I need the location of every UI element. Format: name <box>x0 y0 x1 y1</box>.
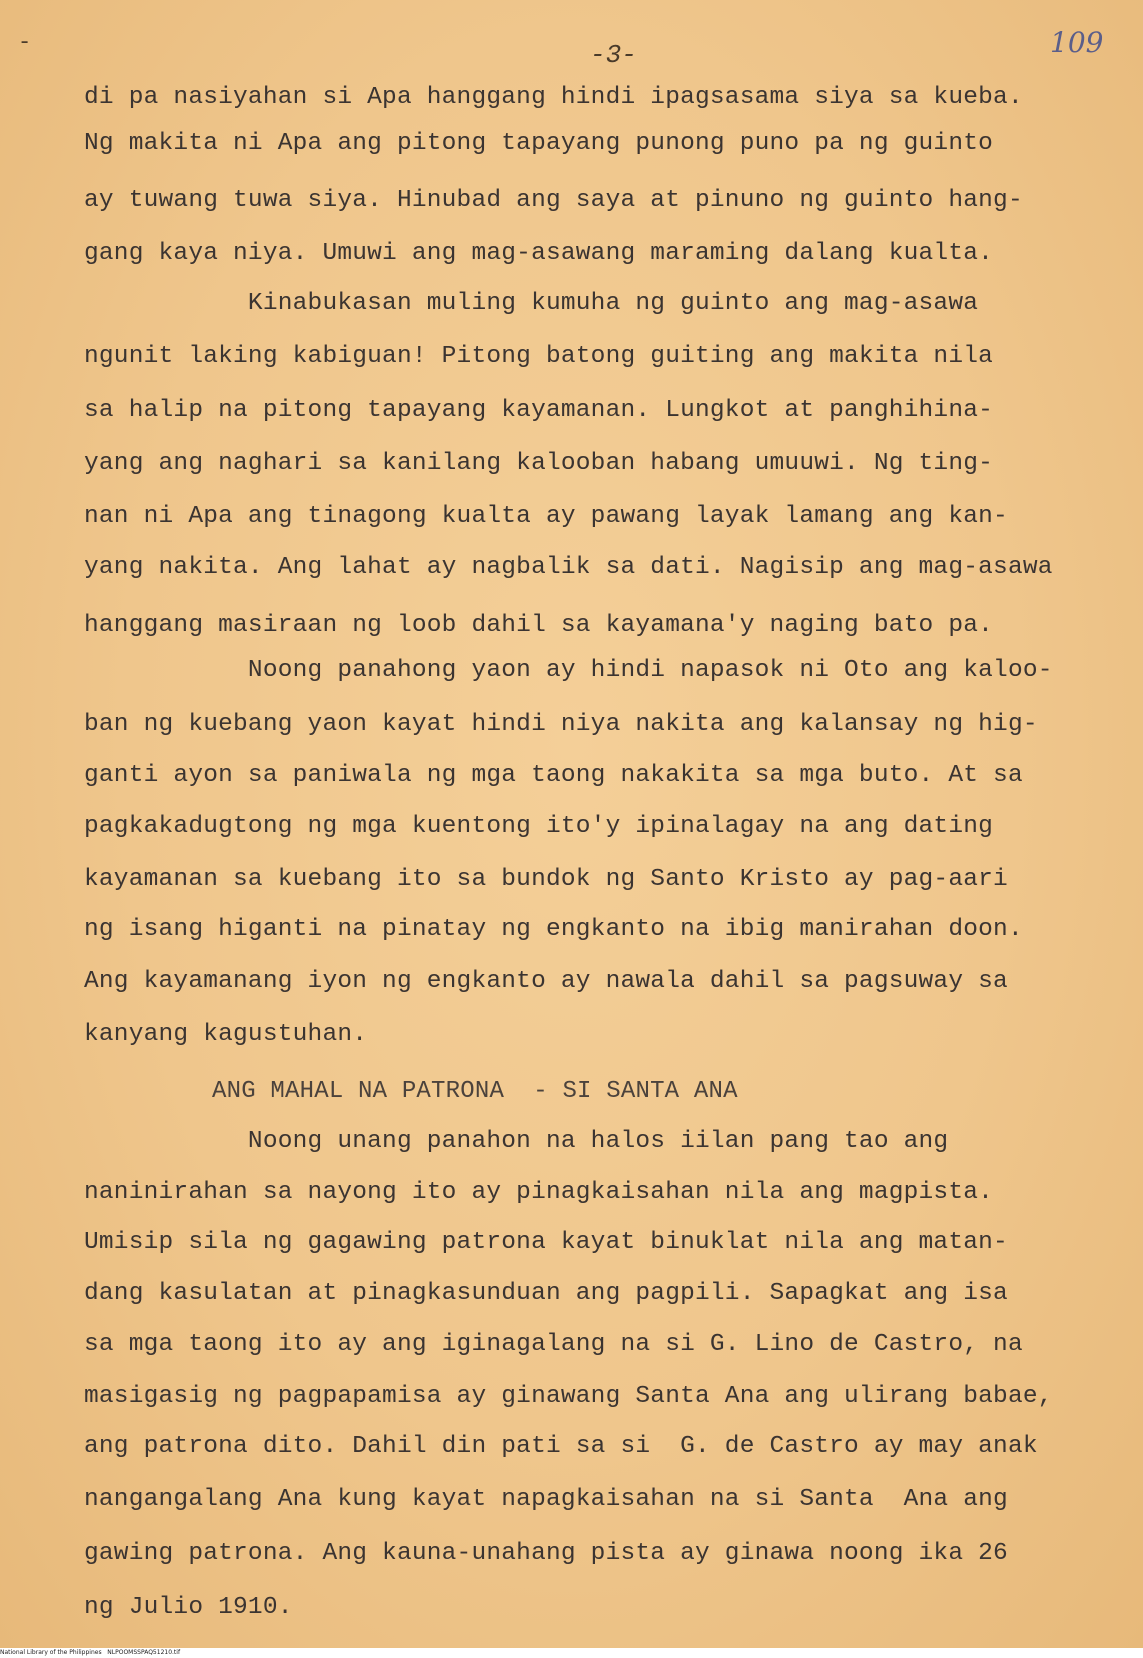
text-line: sa halip na pitong tapayang kayamanan. Lungkot at panghihina- <box>84 397 994 424</box>
text-line: Noong panahong yaon ay hindi napasok ni Oto ang kaloo- <box>84 657 1053 684</box>
text-line: ng Julio 1910. <box>84 1594 293 1621</box>
text-line: Umisip sila ng gagawing patrona kayat binuklat nila ang matan- <box>84 1229 1008 1256</box>
text-line: nan ni Apa ang tinagong kualta ay pawang layak lamang ang kan- <box>84 503 1008 530</box>
text-line: hanggang masiraan ng loob dahil sa kayamana'y naging bato pa. <box>84 612 994 639</box>
text-line: masigasig ng pagpapamisa ay ginawang Santa Ana ang ulirang babae, <box>84 1383 1053 1410</box>
text-line: dang kasulatan at pinagkasunduan ang pagpili. Sapagkat ang isa <box>84 1280 1008 1307</box>
text-line: di pa nasiyahan si Apa hanggang hindi ipagsasama siya sa kueba. <box>84 84 1023 111</box>
text-line: ngunit laking kabiguan! Pitong batong guiting ang makita nila <box>84 343 994 370</box>
text-line: sa mga taong ito ay ang iginagalang na si G. Lino de Castro, na <box>84 1331 1023 1358</box>
section-heading: ANG MAHAL NA PATRONA - SI SANTA ANA <box>212 1078 738 1105</box>
margin-mark: - <box>18 30 32 55</box>
text-line: nangangalang Ana kung kayat napagkaisahan na si Santa Ana ang <box>84 1486 1008 1513</box>
text-line: ay tuwang tuwa siya. Hinubad ang saya at pinuno ng guinto hang- <box>84 187 1023 214</box>
text-line: Ng makita ni Apa ang pitong tapayang punong puno pa ng guinto <box>84 130 994 157</box>
text-line: pagkakadugtong ng mga kuentong ito'y ipinalagay na ang dating <box>84 813 994 840</box>
text-line: yang nakita. Ang lahat ay nagbalik sa dati. Nagisip ang mag-asawa <box>84 554 1053 581</box>
text-line: Noong unang panahon na halos iilan pang tao ang <box>84 1128 949 1155</box>
page-number: -3- <box>590 40 637 70</box>
text-line: naninirahan sa nayong ito ay pinagkaisahan nila ang magpista. <box>84 1179 994 1206</box>
text-line: ganti ayon sa paniwala ng mga taong nakakita sa mga buto. At sa <box>84 762 1023 789</box>
text-line: kanyang kagustuhan. <box>84 1021 368 1048</box>
text-line: gang kaya niya. Umuwi ang mag-asawang maraming dalang kualta. <box>84 240 994 267</box>
text-line: ng isang higanti na pinatay ng engkanto na ibig manirahan doon. <box>84 916 1023 943</box>
text-line: ang patrona dito. Dahil din pati sa si G. de Castro ay may anak <box>84 1433 1038 1460</box>
text-line: ban ng kuebang yaon kayat hindi niya nakita ang kalansay ng hig- <box>84 711 1038 738</box>
text-line: Kinabukasan muling kumuha ng guinto ang mag-asawa <box>84 290 979 317</box>
text-line: kayamanan sa kuebang ito sa bundok ng Santo Kristo ay pag-aari <box>84 866 1008 893</box>
scan-footer: National Library of the Philippines NLPOOMSSPAQ51210.tif <box>0 1648 1143 1658</box>
folio-number: 109 <box>1050 26 1104 59</box>
text-line: Ang kayamanang iyon ng engkanto ay nawala dahil sa pagsuway sa <box>84 968 1008 995</box>
text-line: gawing patrona. Ang kauna-unahang pista ay ginawa noong ika 26 <box>84 1540 1008 1567</box>
text-line: yang ang naghari sa kanilang kalooban habang umuuwi. Ng ting- <box>84 450 994 477</box>
